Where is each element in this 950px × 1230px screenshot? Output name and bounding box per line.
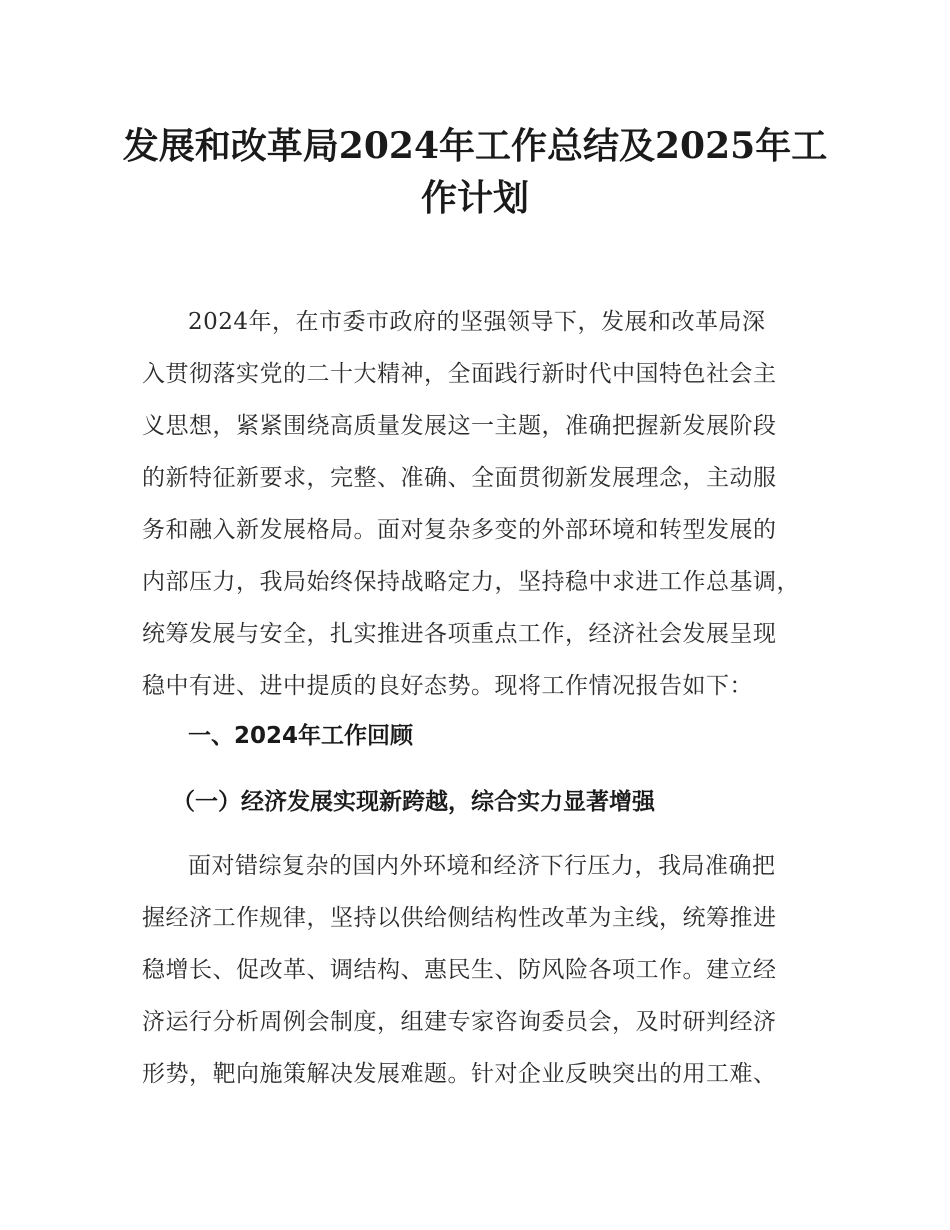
- document-title: [100, 120, 850, 224]
- paragraph-line: 入贯彻落实党的二十大精神，全面践行新时代中国特色社会主: [142, 361, 777, 387]
- title-line: 作计划: [420, 177, 529, 219]
- paragraph-line: 义思想，紧紧围绕高质量发展这一主题，准确把握新发展阶段: [142, 413, 777, 439]
- paragraph-line: 内部压力，我局始终保持战略定力，坚持稳中求进工作总基调，: [142, 569, 800, 595]
- paragraph-line: 稳增长、促改革、调结构、惠民生、防风险各项工作。建立经: [142, 957, 777, 983]
- title-line: 发展和改革局2024年工作总结及2025年工: [122, 125, 828, 167]
- subsection-heading: （一）经济发展实现新跨越，综合实力显著增强: [172, 789, 655, 815]
- paragraph-line: 务和融入新发展格局。面对复杂多变的外部环境和转型发展的: [142, 517, 777, 543]
- paragraph-line: 稳中有进、进中提质的良好态势。现将工作情况报告如下：: [142, 673, 753, 699]
- paragraph-line: 的新特征新要求，完整、准确、全面贯彻新发展理念，主动服: [142, 465, 777, 491]
- paragraph-line: 2024年，在市委市政府的坚强领导下，发展和改革局深: [188, 309, 766, 335]
- paragraph-line: 形势，靶向施策解决发展难题。针对企业反映突出的用工难、: [142, 1061, 777, 1087]
- paragraph-line: 济运行分析周例会制度，组建专家咨询委员会，及时研判经济: [142, 1009, 777, 1035]
- paragraph-line: 统筹发展与安全，扎实推进各项重点工作，经济社会发展呈现: [142, 621, 777, 647]
- paragraph-line: 握经济工作规律，坚持以供给侧结构性改革为主线，统筹推进: [142, 905, 777, 931]
- section-heading: 一、2024年工作回顾: [188, 723, 414, 749]
- section-paragraph: [142, 840, 822, 1100]
- paragraph-line: 面对错综复杂的国内外环境和经济下行压力，我局准确把: [188, 853, 776, 879]
- intro-paragraph: [142, 296, 822, 712]
